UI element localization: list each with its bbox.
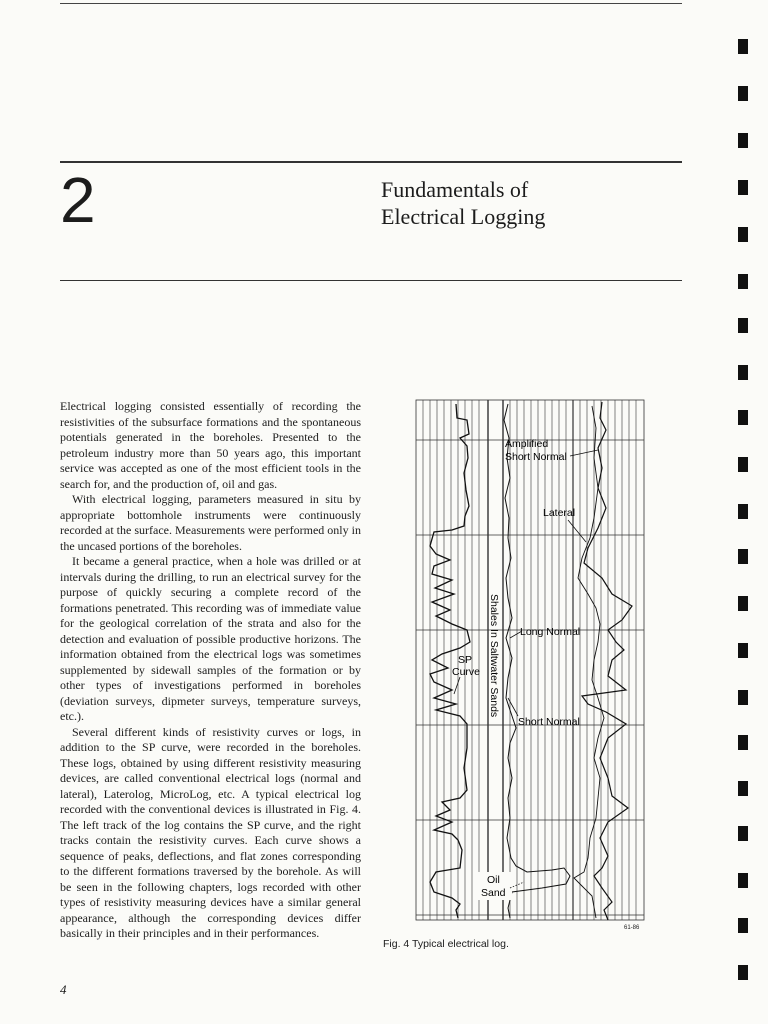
body-text bbox=[60, 399, 361, 942]
short-normal-curve bbox=[504, 404, 570, 918]
track23-vertical-grid bbox=[510, 400, 636, 920]
label-sp: SP bbox=[458, 654, 473, 666]
chapter-title-line-2: Electrical Logging bbox=[381, 204, 546, 229]
top-rule bbox=[60, 3, 682, 4]
thumb-marker bbox=[738, 690, 748, 705]
electrical-log-figure bbox=[412, 398, 648, 923]
thumb-marker bbox=[738, 457, 748, 472]
thumb-marker bbox=[738, 318, 748, 333]
thumb-marker bbox=[738, 180, 748, 195]
label-oil: Oil bbox=[487, 874, 500, 886]
paragraph: Several different kinds of resistivity curves or logs, in addition to the SP curve, were recorded in the boreholes. These logs, obtained by using different resistivity measuring devices, are called conventional electrical logs (normal and lateral), Laterolog, MicroLog, etc. A typical electrical log recorded with the conventional devices is illustrated in Fig. 4. The left track of the log contains the SP curve, and the right tracks contain the resistivity curves. Each curve shows a sequence of peaks, deflections, and flat zones corresponding to the different formations traversed by the borehole. As will be seen in the following chapters, logs recorded with other types of resistivity measuring devices have a similar general appearance, although the corresponding devices differ basically in their principles and in their performances. bbox=[60, 724, 361, 940]
thumb-marker bbox=[738, 39, 748, 54]
thumb-marker bbox=[738, 365, 748, 380]
thumb-marker bbox=[738, 918, 748, 933]
thumb-marker bbox=[738, 410, 748, 425]
chapter-title bbox=[381, 176, 661, 230]
label-lateral bbox=[543, 507, 586, 542]
label-curve: Curve bbox=[452, 666, 481, 678]
figure-caption: Fig. 4 Typical electrical log. bbox=[383, 938, 509, 950]
thumb-marker bbox=[738, 965, 748, 980]
label-shales-in-saltwater-sands: Shales In Saltwater Sands bbox=[488, 594, 500, 718]
thumb-marker bbox=[738, 735, 748, 750]
label-short-normal-bottom bbox=[508, 698, 580, 728]
thumb-marker bbox=[738, 86, 748, 101]
chapter-header-rule-bottom bbox=[60, 280, 682, 281]
thumb-marker bbox=[738, 596, 748, 611]
thumb-marker bbox=[738, 227, 748, 242]
chapter-title-line-1: Fundamentals of bbox=[381, 177, 529, 202]
page-number: 4 bbox=[60, 982, 67, 997]
thumb-marker bbox=[738, 504, 748, 519]
paragraph: Electrical logging consisted essentially of recording the resistivities of the subsurface formations and the spontaneous potentials generated in the boreholes. Presented to the petroleum industry more than 50 years ago, this important service was accepted as one of the most efficient tools in the search for, and the production of, oil and gas. bbox=[60, 399, 361, 491]
figure-code: 61-86 bbox=[624, 925, 640, 931]
label-amplified-short-normal bbox=[505, 438, 598, 463]
label-sp-curve bbox=[452, 654, 480, 694]
paragraph: It became a general practice, when a hole was drilled or at intervals during the drilling, to run an electrical survey for the purpose of quickly securing a complete record of the formations penetrated. This recording was of immediate value for the geological correlation of the strata and also for the detection and evaluation of possible productive horizons. The information obtained from the electrical logs was sometimes supplemented by sidewall samples of the formation or by other types of investigations performed in boreholes (deviation surveys, dipmeter surveys, temperature surveys, etc.). bbox=[60, 554, 361, 723]
thumb-marker bbox=[738, 643, 748, 658]
label-long-normal-text: Long Normal bbox=[520, 626, 581, 638]
label-lateral-text: Lateral bbox=[543, 507, 576, 519]
log-frame bbox=[416, 400, 644, 920]
thumb-marker bbox=[738, 549, 748, 564]
thumb-marker bbox=[738, 274, 748, 289]
thumb-marker bbox=[738, 826, 748, 841]
label-long-normal bbox=[510, 626, 580, 638]
label-amplified: Amplified bbox=[505, 438, 549, 450]
label-sand: Sand bbox=[481, 887, 506, 899]
label-short-normal-top: Short Normal bbox=[505, 451, 567, 463]
thumb-marker bbox=[738, 133, 748, 148]
chapter-header-rule-top bbox=[60, 161, 682, 163]
log-grid bbox=[416, 400, 644, 920]
thumb-marker bbox=[738, 781, 748, 796]
thumb-marker bbox=[738, 873, 748, 888]
chapter-number: 2 bbox=[60, 164, 96, 236]
label-short-normal-bottom-text: Short Normal bbox=[518, 716, 580, 728]
paragraph: With electrical logging, parameters measured in situ by appropriate bottomhole instruments were continuously recorded at the surface. Measurements were performed only in the uncased portions of the boreholes. bbox=[60, 492, 361, 553]
